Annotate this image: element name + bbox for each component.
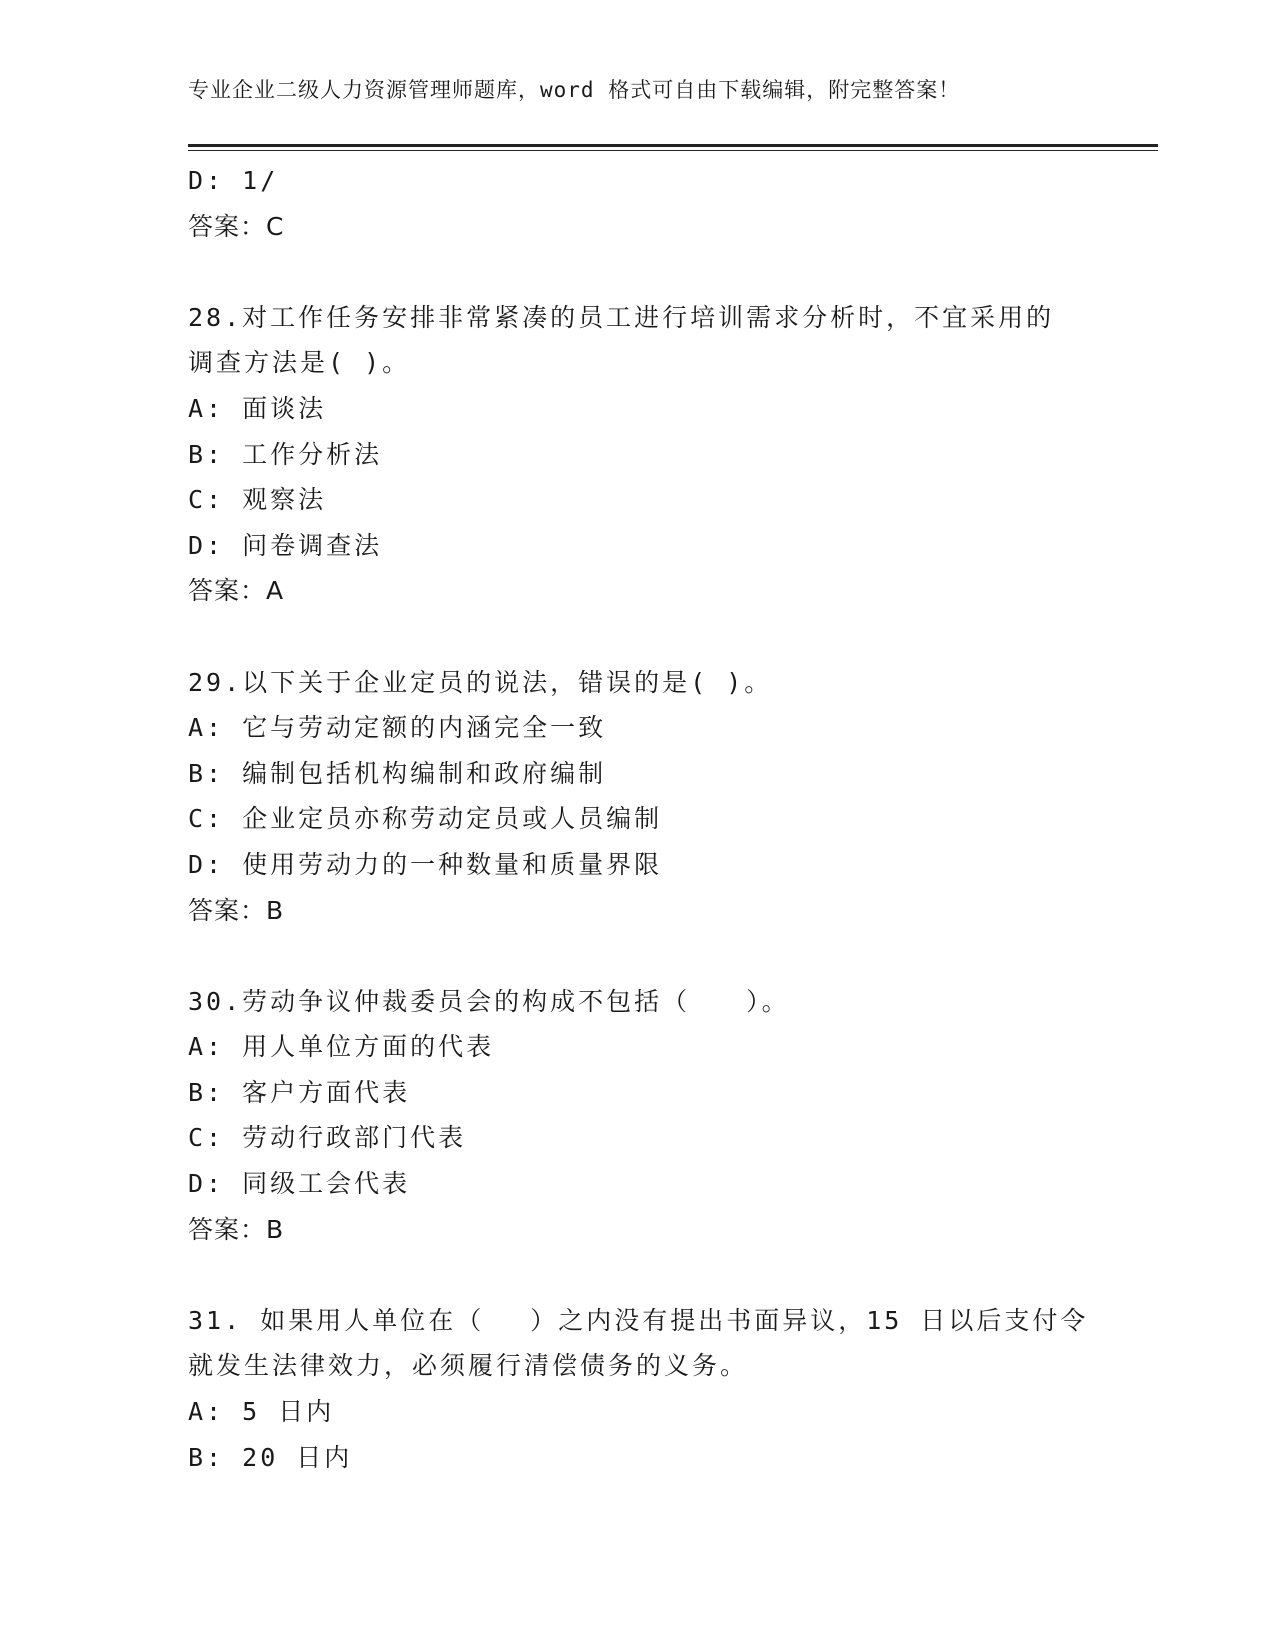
option-d: D: 问卷调查法: [188, 530, 383, 560]
question-29: [188, 660, 1088, 934]
question-stem: 就发生法律效力，必须履行清偿债务的义务。: [188, 1351, 749, 1381]
option-b: B: 工作分析法: [188, 439, 383, 469]
spacer: [188, 1252, 1088, 1298]
answer-line: 答案：A: [188, 576, 285, 606]
question-28: [188, 295, 1088, 614]
answer-line: 答案：B: [188, 1214, 285, 1244]
question-stem: 29.以下关于企业定员的说法，错误的是( )。: [188, 667, 773, 697]
option-a: A: 面谈法: [188, 393, 327, 423]
answer-line: 答案：B: [188, 895, 285, 925]
spacer: [188, 614, 1088, 660]
question-stem: 调查方法是( )。: [188, 348, 411, 378]
option-c: C: 观察法: [188, 485, 327, 515]
option-a: A: 5 日内: [188, 1397, 335, 1427]
option-d: D: 同级工会代表: [188, 1169, 411, 1199]
page-header: 专业企业二级人力资源管理师题库，word 格式可自由下载编辑，附完整答案！: [188, 78, 961, 102]
question-stem: 31. 如果用人单位在（ ）之内没有提出书面异议，15 日以后支付令: [188, 1305, 1089, 1335]
option-a: A: 它与劳动定额的内涵完全一致: [188, 713, 607, 743]
spacer: [188, 249, 1088, 295]
option-b: B: 20 日内: [188, 1442, 353, 1472]
answer-line: 答案：C: [188, 211, 285, 241]
question-stem: 28.对工作任务安排非常紧凑的员工进行培训需求分析时，不宜采用的: [188, 302, 1055, 332]
option-d: D: 1/: [188, 166, 279, 195]
option-c: C: 企业定员亦称劳动定员或人员编制: [188, 804, 663, 834]
option-c: C: 劳动行政部门代表: [188, 1123, 467, 1153]
header-divider: [188, 144, 1158, 147]
spacer: [188, 933, 1088, 979]
option-b: B: 客户方面代表: [188, 1077, 411, 1107]
option-a: A: 用人单位方面的代表: [188, 1032, 495, 1062]
question-stem: 30.劳动争议仲裁委员会的构成不包括（ ）。: [188, 986, 790, 1016]
document-body: [188, 158, 1088, 1480]
option-b: B: 编制包括机构编制和政府编制: [188, 758, 607, 788]
option-d: D: 使用劳动力的一种数量和质量界限: [188, 849, 663, 879]
question-31: [188, 1298, 1088, 1480]
question-30: [188, 979, 1088, 1253]
